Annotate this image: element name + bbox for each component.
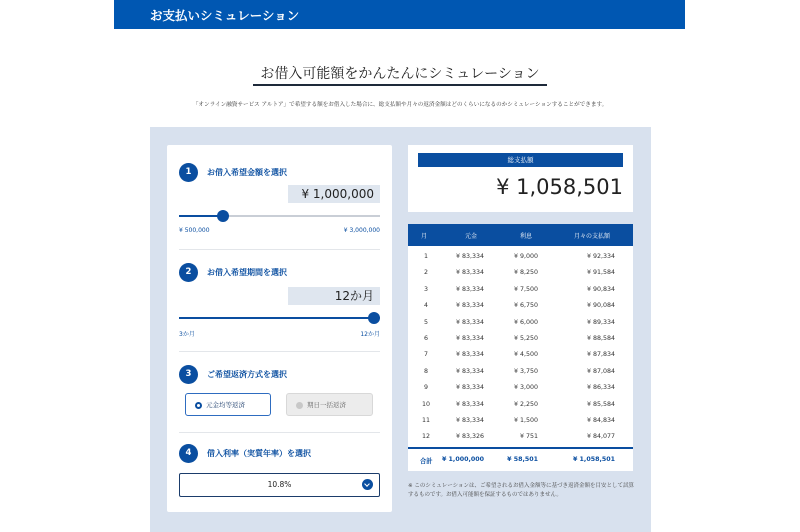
cell-month: 3 bbox=[423, 285, 428, 293]
cell-principal: ¥ 83,334 bbox=[455, 417, 484, 424]
cell-principal: ¥ 83,334 bbox=[455, 253, 484, 260]
cell-principal: ¥ 83,334 bbox=[455, 400, 484, 408]
radio-selected-icon bbox=[195, 402, 202, 409]
cell-monthly: ¥ 87,834 bbox=[586, 351, 615, 359]
title-underline bbox=[253, 84, 547, 86]
period-value: 12か月 bbox=[288, 287, 380, 305]
cell-month: 4 bbox=[423, 302, 428, 310]
cell-principal: ¥ 83,334 bbox=[455, 285, 484, 293]
cell-interest: ¥ 3,000 bbox=[513, 384, 538, 392]
total-card bbox=[408, 145, 633, 212]
section-title: お借入可能額をかんたんにシミュレーション bbox=[260, 66, 540, 82]
table-row bbox=[408, 315, 633, 331]
table-footer bbox=[408, 447, 633, 471]
cell-monthly: ¥ 92,334 bbox=[586, 253, 615, 260]
divider bbox=[179, 249, 380, 250]
cell-principal: ¥ 83,326 bbox=[455, 433, 484, 441]
disclaimer-note: ※ このシミュレーションは、ご希望されるお借入金額等に基づき返済金額を目安として試算するものです。お借入可能額を保証するものではありません。 bbox=[408, 483, 635, 498]
period-slider-track[interactable] bbox=[179, 317, 380, 319]
cell-month: 8 bbox=[423, 367, 428, 375]
footer-principal: ¥ 1,000,000 bbox=[441, 456, 484, 463]
table-header bbox=[408, 224, 633, 246]
radio-unselected-icon bbox=[296, 402, 303, 409]
step-number: 3 bbox=[179, 365, 198, 384]
radio-lump-sum[interactable] bbox=[286, 393, 373, 416]
cell-month: 11 bbox=[422, 417, 431, 424]
cell-monthly: ¥ 90,084 bbox=[586, 302, 615, 310]
step-title: お借入希望金額を選択 bbox=[207, 168, 287, 177]
amount-slider-thumb[interactable] bbox=[217, 210, 229, 222]
cell-monthly: ¥ 85,584 bbox=[586, 400, 615, 408]
footer-label: 合計 bbox=[420, 458, 433, 465]
cell-principal: ¥ 83,334 bbox=[455, 351, 484, 359]
header-bar bbox=[114, 0, 685, 29]
table-row bbox=[408, 331, 633, 347]
amount-value: ¥ 1,000,000 bbox=[288, 185, 380, 203]
step-number: 2 bbox=[179, 263, 198, 282]
step-number: 1 bbox=[179, 163, 198, 182]
cell-principal: ¥ 83,334 bbox=[455, 302, 484, 310]
cell-principal: ¥ 83,334 bbox=[455, 335, 484, 342]
rate-select[interactable] bbox=[179, 473, 380, 497]
step-period bbox=[179, 263, 380, 343]
table-row bbox=[408, 282, 633, 298]
step-amount bbox=[179, 163, 380, 243]
cell-interest: ¥ 2,250 bbox=[513, 400, 538, 408]
step-title: ご希望返済方式を選択 bbox=[207, 370, 287, 379]
table-row bbox=[408, 429, 633, 445]
radio-label: 期日一括返済 bbox=[307, 401, 346, 409]
amount-max-label: ¥ 3,000,000 bbox=[343, 227, 380, 234]
period-max-label: 12か月 bbox=[360, 331, 380, 338]
cell-interest: ¥ 6,750 bbox=[513, 302, 538, 310]
table-row bbox=[408, 397, 633, 413]
cell-interest: ¥ 6,000 bbox=[513, 318, 538, 326]
table-row bbox=[408, 380, 633, 396]
period-min-label: 3か月 bbox=[179, 331, 195, 338]
cell-principal: ¥ 83,334 bbox=[455, 384, 484, 392]
col-month: 月 bbox=[421, 233, 428, 240]
cell-monthly: ¥ 84,077 bbox=[586, 433, 615, 441]
cell-monthly: ¥ 88,584 bbox=[586, 335, 615, 342]
cell-month: 1 bbox=[423, 253, 428, 260]
cell-monthly: ¥ 90,834 bbox=[586, 285, 615, 293]
radio-principal-equal[interactable] bbox=[185, 393, 271, 416]
period-slider-thumb[interactable] bbox=[368, 312, 380, 324]
cell-interest: ¥ 8,250 bbox=[513, 269, 538, 277]
amount-min-label: ¥ 500,000 bbox=[179, 227, 210, 234]
amount-slider-track[interactable] bbox=[179, 215, 380, 217]
step-rate bbox=[179, 444, 380, 466]
table-row bbox=[408, 265, 633, 281]
cell-month: 6 bbox=[423, 335, 428, 342]
cell-interest: ¥ 7,500 bbox=[513, 285, 538, 293]
cell-interest: ¥ 9,000 bbox=[513, 253, 538, 260]
table-row bbox=[408, 413, 633, 429]
col-principal: 元金 bbox=[465, 233, 478, 240]
cell-principal: ¥ 83,334 bbox=[455, 269, 484, 277]
divider bbox=[179, 432, 380, 433]
step-title: お借入希望期間を選択 bbox=[207, 268, 287, 277]
section-lead: 「オンライン融資サービス アルトア」で希望する額をお借入した場合に、総支払額や月々の返済金額はどのくらいになるのかシミュレーションすることができます。 bbox=[192, 102, 608, 108]
footer-interest: ¥ 58,501 bbox=[507, 456, 538, 463]
col-interest: 利息 bbox=[520, 233, 533, 240]
cell-month: 12 bbox=[422, 433, 431, 441]
cell-month: 2 bbox=[423, 269, 428, 277]
divider bbox=[179, 351, 380, 352]
table-row bbox=[408, 249, 633, 265]
footer-total: ¥ 1,058,501 bbox=[572, 456, 615, 463]
cell-principal: ¥ 83,334 bbox=[455, 367, 484, 375]
cell-interest: ¥ 751 bbox=[519, 433, 538, 441]
step-title: 借入利率（実質年率）を選択 bbox=[207, 449, 311, 458]
cell-interest: ¥ 5,250 bbox=[513, 335, 538, 342]
cell-monthly: ¥ 89,334 bbox=[586, 318, 615, 326]
cell-month: 9 bbox=[423, 384, 428, 392]
total-value: ¥ 1,058,501 bbox=[496, 175, 623, 199]
input-card bbox=[167, 145, 392, 512]
cell-interest: ¥ 1,500 bbox=[513, 417, 538, 424]
table-row bbox=[408, 298, 633, 314]
cell-principal: ¥ 83,334 bbox=[455, 318, 484, 326]
cell-monthly: ¥ 86,334 bbox=[586, 384, 615, 392]
table-row bbox=[408, 364, 633, 380]
radio-label: 元金均等返済 bbox=[206, 401, 245, 409]
col-monthly: 月々の支払額 bbox=[574, 233, 611, 240]
repayment-table bbox=[408, 224, 633, 471]
rate-select-value: 10.8% bbox=[267, 480, 292, 489]
cell-interest: ¥ 3,750 bbox=[513, 367, 538, 375]
chevron-down-icon bbox=[362, 479, 373, 490]
cell-month: 5 bbox=[423, 318, 428, 326]
cell-monthly: ¥ 84,834 bbox=[586, 417, 615, 424]
table-row bbox=[408, 347, 633, 363]
cell-month: 10 bbox=[422, 400, 431, 408]
total-label: 総支払額 bbox=[418, 153, 623, 167]
cell-monthly: ¥ 87,084 bbox=[586, 367, 615, 375]
step-number: 4 bbox=[179, 444, 198, 463]
cell-monthly: ¥ 91,584 bbox=[586, 269, 615, 277]
cell-interest: ¥ 4,500 bbox=[513, 351, 538, 359]
step-method bbox=[179, 365, 380, 425]
header-title: お支払いシミュレーション bbox=[150, 8, 300, 23]
period-slider-fill bbox=[179, 317, 374, 319]
cell-month: 7 bbox=[423, 351, 428, 359]
